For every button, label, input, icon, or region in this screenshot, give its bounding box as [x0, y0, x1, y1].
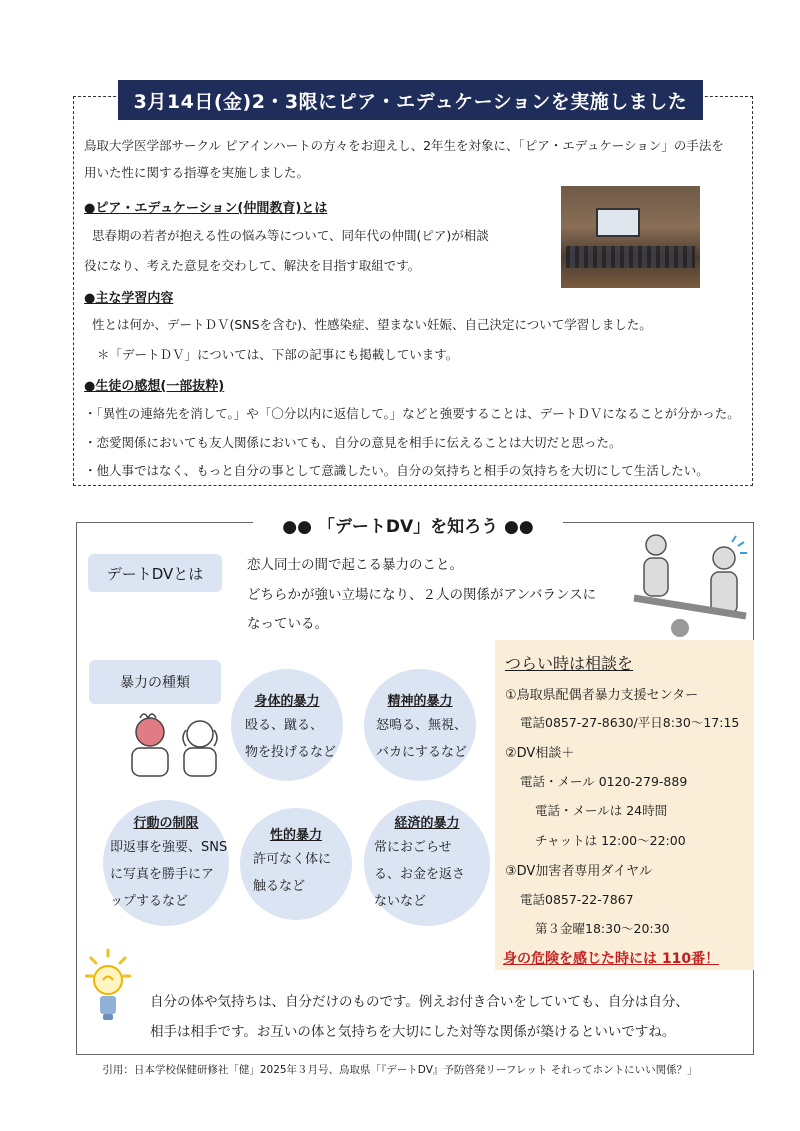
- scared-figure-icon: [183, 721, 217, 776]
- economic-violence-line3: ないなど: [374, 894, 427, 909]
- economic-violence-line2: る、お金を返さ: [374, 867, 466, 882]
- physical-violence-title: 身体的暴力: [254, 694, 320, 709]
- peer-education-heading: ●ピア・エデュケーション(仲間教育)とは: [84, 201, 328, 216]
- economic-violence-title: 経済的暴力: [394, 816, 460, 831]
- what-is-dv-label: デートDVとは: [88, 554, 222, 592]
- peer-education-line2: 役になり、考えた意見を交わして、解決を目指す取組です。: [84, 258, 421, 273]
- behavior-restriction-line1: 即返事を強要、SNS: [110, 840, 228, 855]
- consultation-heading: つらい時は相談を: [505, 654, 634, 673]
- dv-soudan-plus-tel: 電話・メール 0120-279-889: [520, 774, 688, 789]
- peer-education-line1: 思春期の若者が抱える性の悩み等について、同年代の仲間(ピア)が相談: [92, 228, 489, 243]
- consult-center-tel: 電話0857-27-8630/平日8:30～17:15: [520, 715, 740, 730]
- impression-item: ・恋愛関係においても友人関係においても、自分の意見を相手に伝えることは大切だと思った。: [84, 435, 622, 450]
- perpetrator-dial-tel: 電話0857-22-7867: [520, 892, 634, 907]
- consult-center-name: ①鳥取県配偶者暴力支援センター: [505, 688, 699, 703]
- economic-violence-line1: 常におごらせ: [374, 840, 452, 855]
- photo-audience: [566, 246, 695, 268]
- dv-soudan-plus-name: ②DV相談＋: [505, 746, 575, 761]
- dv-definition-line2: どちらかが強い立場になり、２人の関係がアンバランスに: [247, 587, 597, 603]
- learning-content-heading: ●主な学習内容: [84, 291, 174, 306]
- event-photo: [561, 186, 700, 288]
- perpetrator-dial-name: ③DV加害者専用ダイヤル: [505, 864, 652, 879]
- event-title-banner: 3月14日(金)2・3限にピア・エデュケーションを実施しました: [118, 80, 703, 120]
- psychological-violence-title: 精神的暴力: [387, 694, 453, 709]
- closing-line1: 自分の体や気持ちは、自分だけのものです。例えお付き合いをしていても、自分は自分、: [150, 994, 689, 1010]
- emergency-110-notice: 身の危険を感じた時には 110番！: [503, 951, 720, 967]
- psychological-violence-line2: バカにするなど: [376, 745, 468, 760]
- distressed-figures-illustration: [120, 710, 230, 782]
- sexual-violence-line1: 許可なく体に: [253, 852, 332, 867]
- dv-section-title: ●● 「デートDV」を知ろう ●●: [282, 516, 534, 537]
- impression-item: ・「異性の連絡先を消して。」や「〇分以内に返信して。」などと強要することは、デートＤＶになることが分かった。: [84, 406, 740, 421]
- impressions-heading: ●生徒の感想(一部抜粋): [84, 379, 225, 394]
- dv-soudan-plus-mail-hours: 電話・メールは 24時間: [535, 803, 668, 818]
- photo-projector-screen: [596, 208, 640, 237]
- seesaw-illustration: [628, 528, 748, 640]
- person-high-icon: [644, 535, 668, 596]
- event-intro-line2: 用いた性に関する指導を実施しました。: [84, 165, 310, 180]
- violence-types-label: 暴力の種類: [89, 660, 221, 704]
- sexual-violence-line2: 触るなど: [253, 879, 306, 894]
- dv-definition-line3: なっている。: [247, 616, 328, 632]
- event-intro-line1: 鳥取大学医学部サークル ピアインハートの方々をお迎えし、2年生を対象に、「ピア・エデュケーション」の手法を: [84, 138, 724, 153]
- sexual-violence-title: 性的暴力: [269, 828, 322, 843]
- behavior-restriction-title: 行動の制限: [133, 816, 199, 831]
- angry-figure-icon: [132, 714, 168, 776]
- closing-line2: 相手は相手です。お互いの体と気持ちを大切にした対等な関係が築けるといいですね。: [150, 1024, 676, 1040]
- seesaw-fulcrum-icon: [671, 619, 689, 637]
- lightbulb-icon: [85, 948, 131, 1030]
- impression-item: ・他人事ではなく、もっと自分の事として意識したい。自分の気持ちと相手の気持ちを大切にして生活したい。: [84, 463, 709, 478]
- dv-soudan-plus-chat-hours: チャットは 12:00～22:00: [535, 833, 686, 848]
- dv-definition-line1: 恋人同士の間で起こる暴力のこと。: [247, 557, 463, 573]
- physical-violence-line1: 殴る、蹴る、: [245, 718, 324, 733]
- citation: 引用：日本学校保健研修社「健」2025年３月号、鳥取県「『デートDV』予防啓発リーフレット それってホントにいい関係？」: [102, 1064, 698, 1076]
- behavior-restriction-line3: ップするなど: [110, 894, 189, 909]
- perpetrator-dial-hours: 第３金曜18:30～20:30: [535, 921, 670, 936]
- physical-violence-line2: 物を投げるなど: [245, 745, 337, 760]
- person-low-icon: [711, 536, 747, 614]
- learning-content-line1: 性とは何か、デートＤＶ(SNSを含む)、性感染症、望まない妊娠、自己決定について学習しました。: [92, 317, 652, 332]
- learning-content-line2: ＊「デートＤＶ」については、下部の記事にも掲載しています。: [97, 347, 459, 362]
- behavior-restriction-line2: に写真を勝手にア: [110, 867, 215, 882]
- psychological-violence-line1: 怒鳴る、無視、: [376, 718, 468, 733]
